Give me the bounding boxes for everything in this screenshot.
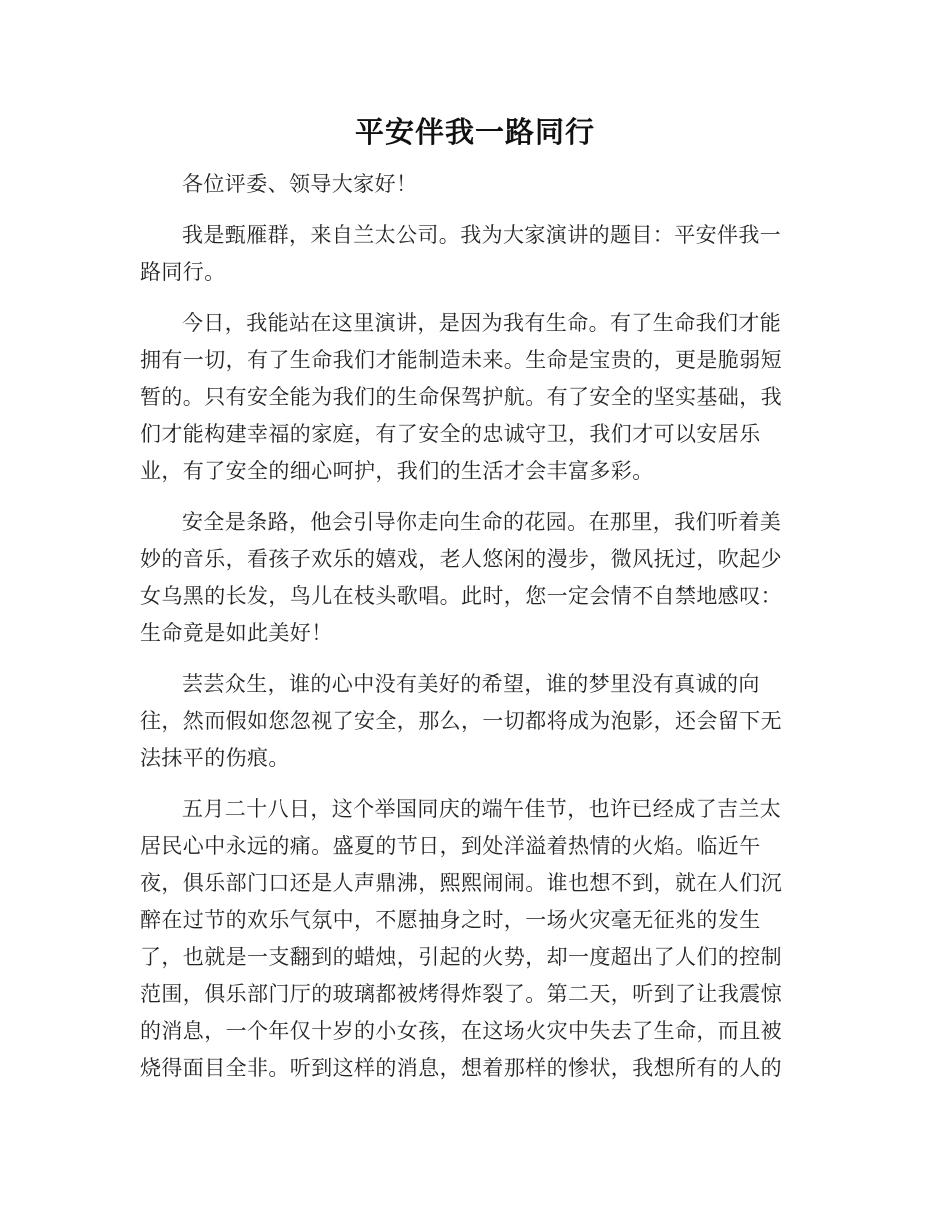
paragraph-greeting: 各位评委、领导大家好！ (182, 172, 418, 196)
document-title: 平安伴我一路同行 (354, 115, 595, 149)
paragraph-introduction: 我是甄雁群，来自兰太公司。我为大家演讲的题目：平安伴我一路同行。 (140, 223, 782, 284)
paragraph-fire-incident: 五月二十八日，这个举国同庆的端午佳节，也许已经成了吉兰太居民心中永远的痛。盛夏的节日，到处洋溢着热情的火焰。临近午夜，俱乐部门口还是人声鼎沸，熙熙闹闹。谁也想不到，就在人们沉醉在过节的欢乐气氛中，不愿抽身之时，一场火灾毫无征兆的发生了，也就是一支翻到的蜡烛，引起的火势，却一度超出了人们的控制范围，俱乐部门厅的玻璃都被烤得炸裂了。第二天，听到了让我震惊的消息，一个年仅十岁的小女孩，在这场火灾中失去了生命，而且被烧得面目全非。听到这样的消息，想着那样的惨状，我想所有的人的 (140, 797, 782, 1080)
document-body (140, 166, 792, 1101)
paragraph-life: 今日，我能站在这里演讲，是因为我有生命。有了生命我们才能拥有一切，有了生命我们才能制造未来。生命是宝贵的，更是脆弱短暂的。只有安全能为我们的生命保驾护航。有了安全的坚实基础，我们才能构建幸福的家庭，有了安全的忠诚守卫，我们才可以安居乐业，有了安全的细心呵护，我们的生活才会丰富多彩。 (140, 311, 782, 483)
paragraph-safety-road: 安全是条路，他会引导你走向生命的花园。在那里，我们听着美妙的音乐，看孩子欢乐的嬉戏，老人悠闲的漫步，微风抚过，吹起少女乌黑的长发，鸟儿在枝头歌唱。此时，您一定会情不自禁地感叹：生命竟是如此美好！ (140, 510, 782, 645)
paragraph-hope: 芸芸众生，谁的心中没有美好的希望，谁的梦里没有真诚的向往，然而假如您忽视了安全，那么，一切都将成为泡影，还会留下无法抹平的伤痕。 (140, 672, 782, 770)
